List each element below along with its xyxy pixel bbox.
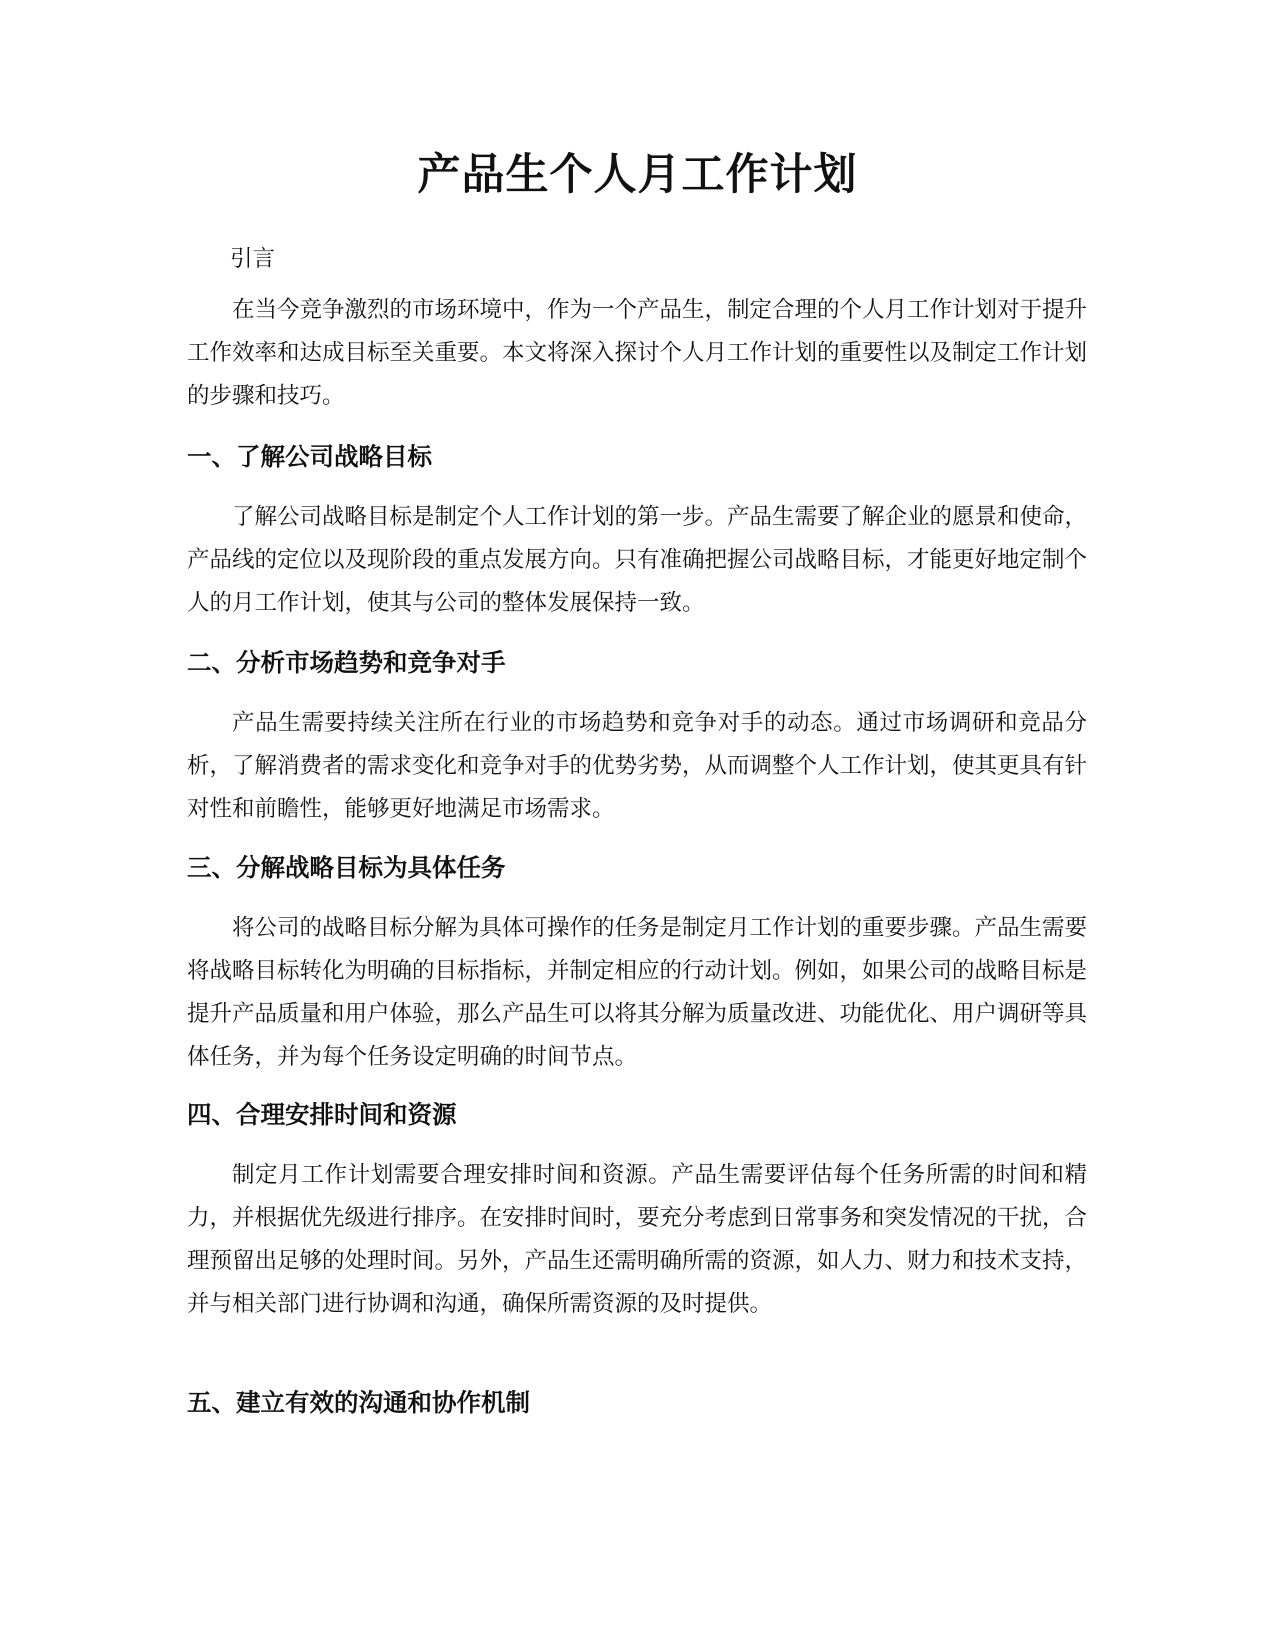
section-body-4: 制定月工作计划需要合理安排时间和资源。产品生需要评估每个任务所需的时间和精力，并根据优先级进行排序。在安排时间时，要充分考虑到日常事务和突发情况的干扰，合理预留出足够的处理时间。另外，产品生还需明确所需的资源，如人力、财力和技术支持，并与相关部门进行协调和沟通，确保所需资源的及时提供。 <box>187 1162 1088 1317</box>
section-body-2: 产品生需要持续关注所在行业的市场趋势和竞争对手的动态。通过市场调研和竞品分析，了解消费者的需求变化和竞争对手的优势劣势，从而调整个人工作计划，使其更具有针对性和前瞻性，能够更好地满足市场需求。 <box>187 710 1088 822</box>
section-heading-3: 三、分解战略目标为具体任务 <box>187 853 506 882</box>
intro-label: 引言 <box>230 246 276 272</box>
section-body-3: 将公司的战略目标分解为具体可操作的任务是制定月工作计划的重要步骤。产品生需要将战略目标转化为明确的目标指标，并制定相应的行动计划。例如，如果公司的战略目标是提升产品质量和用户体验，那么产品生可以将其分解为质量改进、功能优化、用户调研等具体任务，并为每个任务设定明确的时间节点。 <box>187 915 1088 1070</box>
document-title: 产品生个人月工作计划 <box>417 150 858 200</box>
intro-paragraph: 在当今竞争激烈的市场环境中，作为一个产品生，制定合理的个人月工作计划对于提升工作效率和达成目标至关重要。本文将深入探讨个人月工作计划的重要性以及制定工作计划的步骤和技巧。 <box>187 297 1088 409</box>
section-heading-1: 一、了解公司战略目标 <box>187 442 432 471</box>
section-heading-4: 四、合理安排时间和资源 <box>187 1100 457 1129</box>
section-body-1: 了解公司战略目标是制定个人工作计划的第一步。产品生需要了解企业的愿景和使命，产品线的定位以及现阶段的重点发展方向。只有准确把握公司战略目标，才能更好地定制个人的月工作计划，使其与公司的整体发展保持一致。 <box>187 504 1088 616</box>
section-heading-5: 五、建立有效的沟通和协作机制 <box>187 1388 530 1417</box>
section-heading-2: 二、分析市场趋势和竞争对手 <box>187 648 506 677</box>
